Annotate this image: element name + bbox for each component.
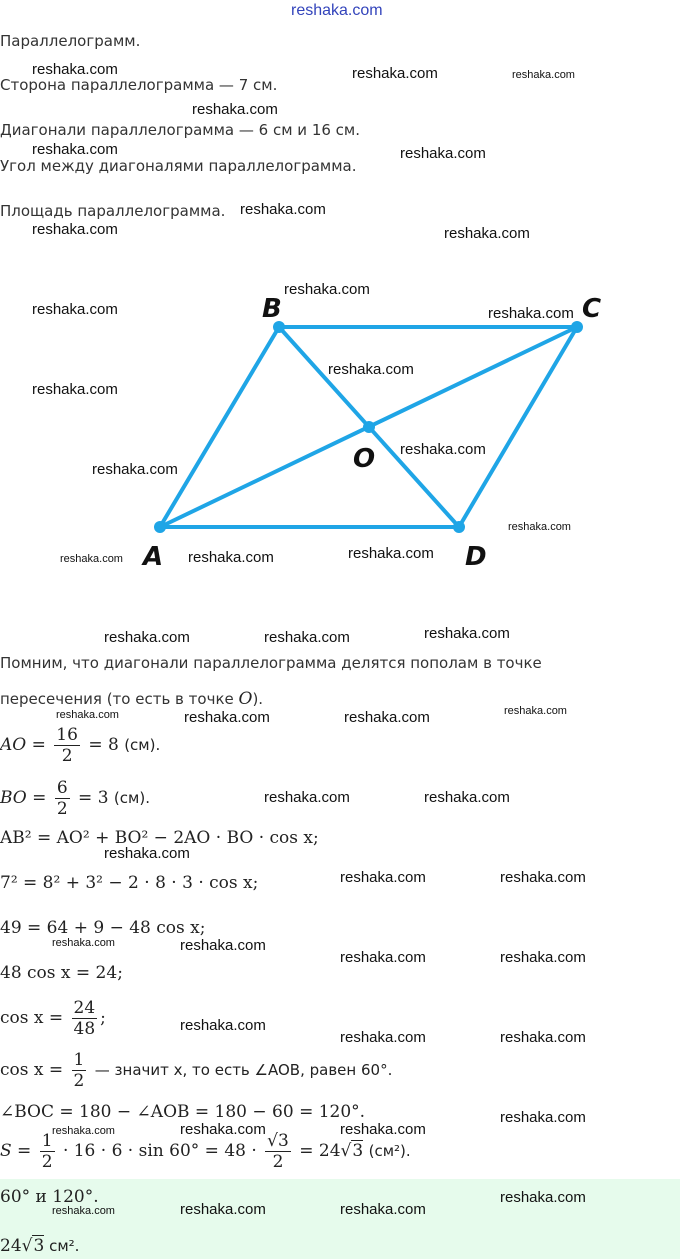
label-d: D — [465, 542, 487, 572]
watermark: reshaka.com — [52, 1205, 115, 1217]
watermark: reshaka.com — [92, 461, 178, 478]
watermark: reshaka.com — [500, 1109, 586, 1126]
watermark: reshaka.com — [32, 221, 118, 238]
vertex-a-dot — [154, 521, 166, 533]
eq-area: S = $\frac{1}{2}$ · 16 · 6 · sin 60° = 48 · $\frac{√3}{2}$ = 24√3 (см²). — [0, 1131, 411, 1172]
parallelogram-figure — [0, 280, 680, 580]
solution-text-1: Помним, что диагонали параллелограмма делятся пополам в точке — [0, 654, 542, 672]
watermark: reshaka.com — [32, 141, 118, 158]
watermark: reshaka.com — [340, 1121, 426, 1138]
watermark: reshaka.com — [104, 629, 190, 646]
watermark: reshaka.com — [500, 1029, 586, 1046]
watermark: reshaka.com — [500, 1189, 586, 1206]
watermark: reshaka.com — [500, 869, 586, 886]
watermark: reshaka.com — [340, 1201, 426, 1218]
watermark: reshaka.com — [180, 937, 266, 954]
eq-bo: BO = $\frac{6}{2}$ = 3 (см). — [0, 778, 150, 819]
watermark: reshaka.com — [400, 441, 486, 458]
label-c: C — [582, 294, 602, 324]
watermark: reshaka.com — [32, 301, 118, 318]
given-line-side: Сторона параллелограмма — 7 см. — [0, 76, 278, 94]
label-a: A — [143, 542, 164, 572]
given-line-shape: Параллелограмм. — [0, 32, 141, 50]
eq-isolate: 48 cos x = 24; — [0, 963, 123, 983]
find-line-angle: Угол между диагоналями параллелограмма. — [0, 157, 357, 175]
watermark: reshaka.com — [180, 1121, 266, 1138]
watermark: reshaka.com — [56, 709, 119, 721]
watermark: reshaka.com — [52, 1125, 115, 1137]
watermark: reshaka.com — [444, 225, 530, 242]
watermark: reshaka.com — [264, 629, 350, 646]
watermark: reshaka.com — [32, 381, 118, 398]
watermark: reshaka.com — [340, 949, 426, 966]
watermark: reshaka.com — [344, 709, 430, 726]
label-b: B — [262, 294, 282, 324]
watermark: reshaka.com — [284, 281, 370, 298]
site-link[interactable]: reshaka.com — [291, 2, 383, 19]
watermark: reshaka.com — [352, 65, 438, 82]
answer-area: 24√3 см². — [0, 1236, 80, 1256]
point-o-dot — [363, 421, 375, 433]
watermark: reshaka.com — [340, 1029, 426, 1046]
eq-ao: AO = $\frac{16}{2}$ = 8 (см). — [0, 725, 161, 766]
watermark: reshaka.com — [184, 709, 270, 726]
given-line-diagonals: Диагонали параллелограмма — 6 см и 16 см. — [0, 121, 360, 139]
watermark: reshaka.com — [240, 201, 326, 218]
watermark: reshaka.com — [104, 845, 190, 862]
label-o: O — [353, 444, 376, 474]
watermark: reshaka.com — [328, 361, 414, 378]
watermark: reshaka.com — [348, 545, 434, 562]
watermark: reshaka.com — [188, 549, 274, 566]
eq-simplify: 49 = 64 + 9 − 48 cos x; — [0, 918, 206, 938]
eq-cos-value: cos x = $\frac{1}{2}$ — значит x, то есть ∠AOB, равен 60°. — [0, 1050, 393, 1091]
watermark: reshaka.com — [400, 145, 486, 162]
watermark: reshaka.com — [180, 1017, 266, 1034]
watermark: reshaka.com — [424, 625, 510, 642]
eq-substitute: 7² = 8² + 3² − 2 · 8 · 3 · cos x; — [0, 873, 259, 893]
vertex-d-dot — [453, 521, 465, 533]
watermark: reshaka.com — [340, 869, 426, 886]
watermark: reshaka.com — [508, 521, 571, 533]
watermark: reshaka.com — [52, 937, 115, 949]
watermark: reshaka.com — [512, 69, 575, 81]
watermark: reshaka.com — [264, 789, 350, 806]
watermark: reshaka.com — [504, 705, 567, 717]
watermark: reshaka.com — [192, 101, 278, 118]
watermark: reshaka.com — [424, 789, 510, 806]
eq-cosine-law: AB² = AO² + BO² − 2AO · BO · cos x; — [0, 828, 319, 848]
eq-angle-boc: ∠BOC = 180 − ∠AOB = 180 − 60 = 120°. — [0, 1102, 366, 1122]
solution-text-2: пересечения (то есть в точке O). — [0, 689, 264, 709]
watermark: reshaka.com — [60, 553, 123, 565]
watermark: reshaka.com — [500, 949, 586, 966]
find-line-area: Площадь параллелограмма. — [0, 202, 226, 220]
answer-angles: 60° и 120°. — [0, 1187, 99, 1207]
watermark: reshaka.com — [32, 61, 118, 78]
watermark: reshaka.com — [180, 1201, 266, 1218]
watermark: reshaka.com — [488, 305, 574, 322]
eq-cos-fraction: cos x = $\frac{24}{48}$ ; — [0, 998, 106, 1039]
